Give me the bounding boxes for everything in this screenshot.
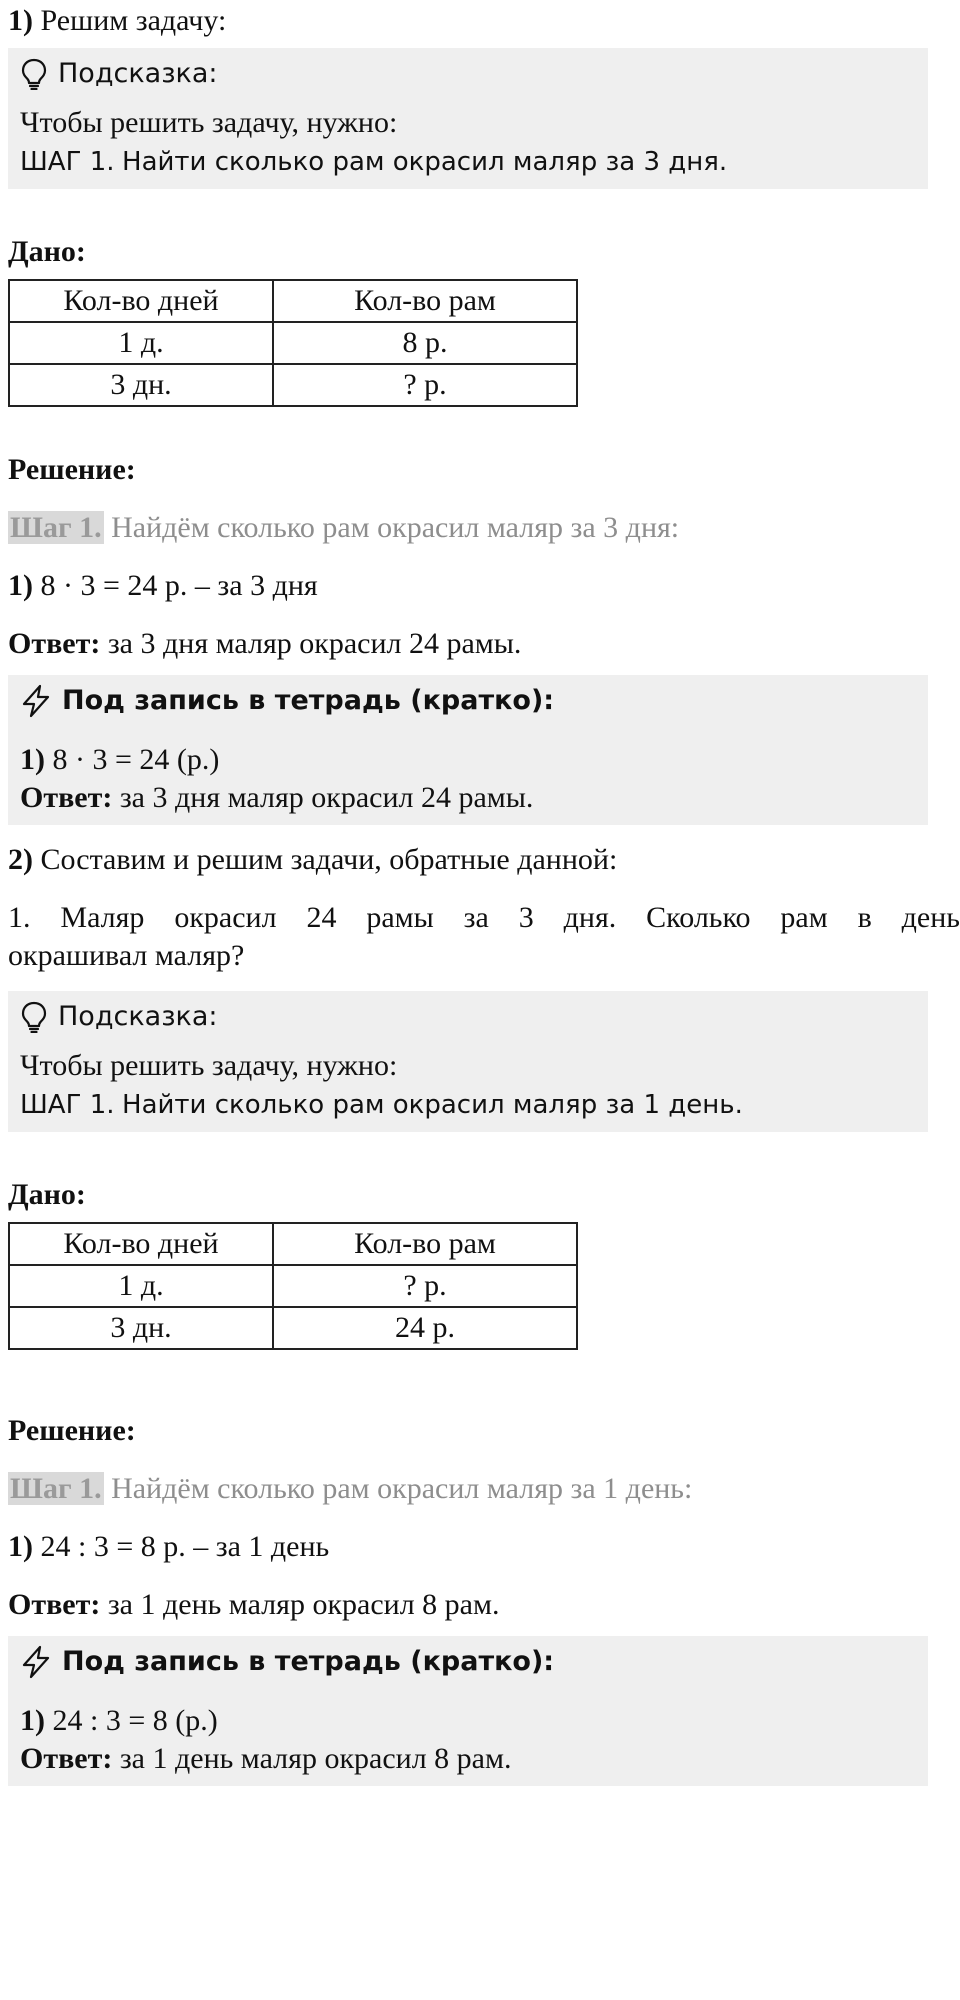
table-header-row bbox=[9, 280, 577, 322]
lightbulb-icon bbox=[20, 1001, 48, 1033]
part1-notebook-answer bbox=[20, 779, 916, 817]
table-cell: 3 дн. bbox=[9, 1307, 273, 1349]
table-header-frames: Кол-во рам bbox=[273, 280, 577, 322]
table-cell: 1 д. bbox=[9, 322, 273, 364]
part1-answer bbox=[8, 625, 960, 663]
part2-answer-label: Ответ: bbox=[8, 1588, 101, 1621]
part2-hint-lead: Чтобы решить задачу, нужно: bbox=[20, 1049, 398, 1082]
part1-calc bbox=[8, 567, 960, 605]
part1-number: 1) bbox=[8, 4, 33, 37]
part1-hint-step bbox=[20, 142, 916, 181]
part1-hint-step-text: Найти сколько рам окрасил маляр за 3 дня. bbox=[122, 147, 728, 177]
table-cell: 3 дн. bbox=[9, 364, 273, 406]
part1-step-tag: Шаг 1. bbox=[10, 511, 102, 544]
part2-calc bbox=[8, 1528, 960, 1566]
part1-answer-label: Ответ: bbox=[8, 627, 101, 660]
part2-problem bbox=[8, 899, 960, 975]
table-cell: 24 р. bbox=[273, 1307, 577, 1349]
part1-given-label-text: Дано: bbox=[8, 235, 86, 268]
lightning-icon bbox=[20, 684, 52, 718]
part2-hint-step-text: Найти сколько рам окрасил маляр за 1 день. bbox=[122, 1090, 743, 1120]
part2-answer-text: за 1 день маляр окрасил 8 рам. bbox=[107, 1588, 500, 1621]
part1-solution-label-text: Решение: bbox=[8, 453, 136, 486]
table-cell: ? р. bbox=[273, 364, 577, 406]
table-header-days: Кол-во дней bbox=[9, 280, 273, 322]
lightbulb-icon bbox=[20, 58, 48, 90]
part1-given-table bbox=[8, 279, 578, 407]
part1-notebook-header bbox=[20, 681, 916, 721]
part1-given-label bbox=[8, 233, 960, 271]
part2-notebook-header bbox=[20, 1642, 916, 1682]
part2-step-text: Найдём сколько рам окрасил маляр за 1 день: bbox=[111, 1472, 693, 1505]
lightning-icon bbox=[20, 1645, 52, 1679]
part2-problem-line2: окрашивал маляр? bbox=[8, 939, 245, 972]
part1-step bbox=[8, 509, 960, 547]
part1-hint-box bbox=[8, 48, 928, 189]
part1-answer-text: за 3 дня маляр окрасил 24 рамы. bbox=[107, 627, 522, 660]
part2-given-table bbox=[8, 1222, 578, 1350]
part2-step-tag: Шаг 1. bbox=[10, 1472, 102, 1505]
table-cell: 1 д. bbox=[9, 1265, 273, 1307]
part2-notebook-answer-label: Ответ: bbox=[20, 1742, 113, 1775]
part2-notebook-calc-text: 24 : 3 = 8 (р.) bbox=[52, 1704, 218, 1737]
part2-notebook-answer bbox=[20, 1740, 916, 1778]
part1-notebook-box bbox=[8, 675, 928, 825]
table-row bbox=[9, 1307, 577, 1349]
part1-step-text: Найдём сколько рам окрасил маляр за 3 дня: bbox=[111, 511, 680, 544]
part1-hint-step-tag: ШАГ 1. bbox=[20, 147, 115, 177]
part2-intro bbox=[8, 841, 960, 879]
table-row bbox=[9, 364, 577, 406]
document-page bbox=[8, 4, 960, 1786]
table-header-days: Кол-во дней bbox=[9, 1223, 273, 1265]
part1-notebook-title: Под запись в тетрадь (кратко): bbox=[62, 685, 555, 716]
part2-hint-title: Подсказка: bbox=[58, 1001, 218, 1032]
table-row bbox=[9, 1265, 577, 1307]
part2-intro-text: Составим и решим задачи, обратные данной: bbox=[40, 843, 618, 876]
part1-notebook-calc-text: 8 · 3 = 24 (р.) bbox=[52, 743, 220, 776]
part2-answer bbox=[8, 1586, 960, 1624]
part2-notebook-calc-number: 1) bbox=[20, 1704, 45, 1737]
part2-notebook-answer-text: за 1 день маляр окрасил 8 рам. bbox=[119, 1742, 512, 1775]
part1-notebook-answer-text: за 3 дня маляр окрасил 24 рамы. bbox=[119, 781, 534, 814]
part2-solution-label bbox=[8, 1412, 960, 1450]
part2-hint-box bbox=[8, 991, 928, 1132]
table-header-row bbox=[9, 1223, 577, 1265]
part2-hint-step-tag: ШАГ 1. bbox=[20, 1090, 115, 1120]
part1-solution-label bbox=[8, 451, 960, 489]
part1-notebook-answer-label: Ответ: bbox=[20, 781, 113, 814]
part2-hint-step bbox=[20, 1085, 916, 1124]
part2-given-label bbox=[8, 1176, 960, 1214]
part2-notebook-box bbox=[8, 1636, 928, 1786]
part1-hint-lead: Чтобы решить задачу, нужно: bbox=[20, 106, 398, 139]
part2-hint-header bbox=[20, 997, 916, 1037]
part2-calc-number: 1) bbox=[8, 1530, 33, 1563]
part2-solution-label-text: Решение: bbox=[8, 1414, 136, 1447]
table-cell: 8 р. bbox=[273, 322, 577, 364]
part2-notebook-calc bbox=[20, 1702, 916, 1740]
part2-given-label-text: Дано: bbox=[8, 1178, 86, 1211]
table-row bbox=[9, 322, 577, 364]
part1-hint-title: Подсказка: bbox=[58, 58, 218, 89]
part1-calc-number: 1) bbox=[8, 569, 33, 602]
table-cell: ? р. bbox=[273, 1265, 577, 1307]
part1-notebook-calc bbox=[20, 741, 916, 779]
part2-calc-text: 24 : 3 = 8 р. – за 1 день bbox=[40, 1530, 330, 1563]
table-header-frames: Кол-во рам bbox=[273, 1223, 577, 1265]
part1-intro bbox=[8, 2, 960, 40]
part1-hint-header bbox=[20, 54, 916, 94]
part2-problem-line1: 1. Маляр окрасил 24 рамы за 3 дня. Сколько рам в день bbox=[8, 901, 960, 934]
part2-notebook-title: Под запись в тетрадь (кратко): bbox=[62, 1646, 555, 1677]
part2-number: 2) bbox=[8, 843, 33, 876]
part1-calc-text: 8 · 3 = 24 р. – за 3 дня bbox=[40, 569, 318, 602]
part1-notebook-calc-number: 1) bbox=[20, 743, 45, 776]
part2-step bbox=[8, 1470, 960, 1508]
part1-intro-text: Решим задачу: bbox=[40, 4, 227, 37]
